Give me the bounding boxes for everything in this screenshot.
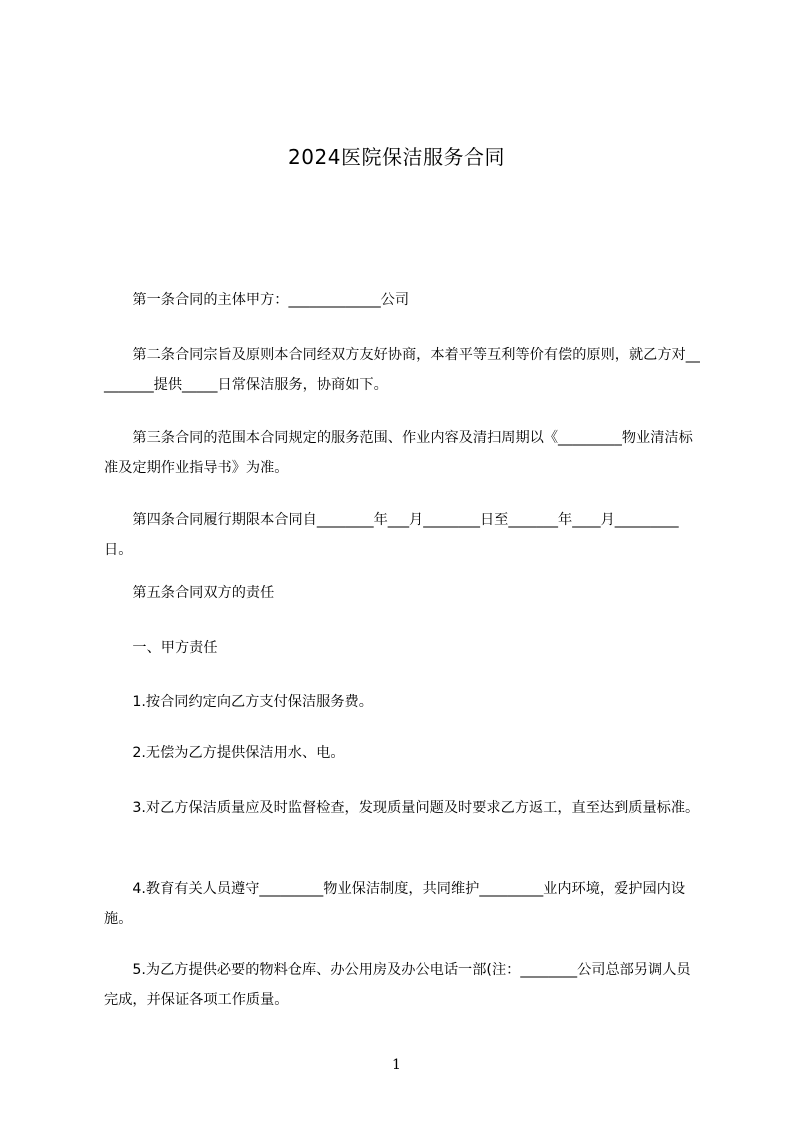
duty-item-4: 4.教育有关人员遵守_________物业保洁制度，共同维护_________业内环境，爱护园内设施。 <box>104 881 686 927</box>
clause-1-party-a: 第一条合同的主体甲方：_____________公司 <box>104 292 410 308</box>
clause-5-heading: 第五条合同双方的责任 <box>104 585 275 601</box>
page-number: 1 <box>392 1057 401 1073</box>
duty-item-3: 3.对乙方保洁质量应及时监督检查，发现质量问题及时要求乙方返工，直至达到质量标准。 <box>104 800 700 816</box>
duty-item-1: 1.按合同约定向乙方支付保洁服务费。 <box>104 694 373 710</box>
clause-4-term: 第四条合同履行期限本合同自________年___月________日至_______年____月_________日。 <box>104 512 679 558</box>
document-title: 2024医院保洁服务合同 <box>288 145 505 169</box>
clause-2-purpose: 第二条合同宗旨及原则本合同经双方友好协商，本着平等互利等价有偿的原则，就乙方对_________提供_____日常保洁服务，协商如下。 <box>104 347 700 393</box>
duty-item-2: 2.无偿为乙方提供保洁用水、电。 <box>104 745 345 761</box>
party-a-duties-heading: 一、甲方责任 <box>104 640 218 656</box>
duty-item-5: 5.为乙方提供必要的物料仓库、办公用房及办公电话一部(注：________公司总部另调人员完成，并保证各项工作质量。 <box>104 962 691 1008</box>
clause-3-scope: 第三条合同的范围本合同规定的服务范围、作业内容及清扫周期以《_________物业清洁标准及定期作业指导书》为准。 <box>104 430 693 476</box>
